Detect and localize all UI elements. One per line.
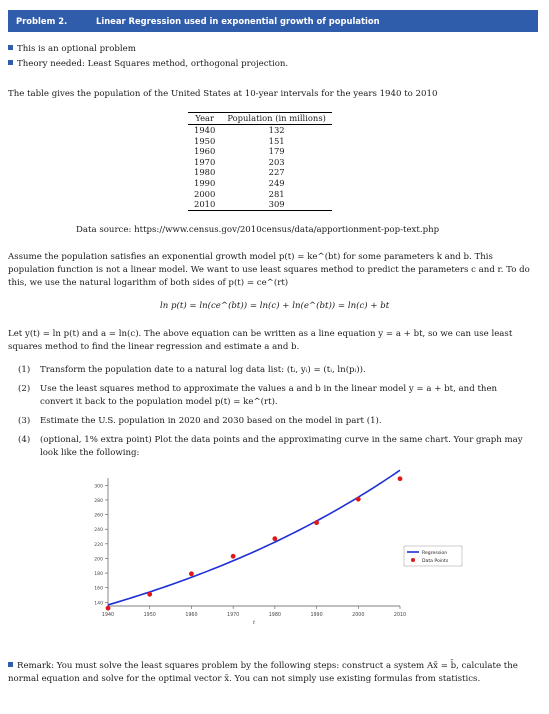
data-point: [314, 520, 319, 525]
y-tick-label: 200: [94, 557, 103, 563]
data-point: [189, 571, 194, 576]
x-axis-label: t: [253, 620, 255, 626]
problem-number: Problem 2.: [16, 16, 68, 26]
population-cell: 132: [268, 125, 285, 135]
year-cell: 1950: [194, 135, 216, 146]
year-cell: 1980: [194, 167, 216, 178]
x-tick-label: 1970: [227, 613, 240, 618]
y-tick-label: 260: [94, 513, 103, 519]
task-item: [8, 383, 528, 409]
legend-point-swatch: [411, 558, 415, 562]
population-cell: 249: [268, 177, 285, 188]
square-bullet-icon: [8, 662, 13, 667]
regression-curve: [108, 470, 400, 605]
year-cell: 1990: [194, 177, 216, 188]
task-item: [8, 415, 528, 428]
table-header: Year: [188, 113, 221, 125]
data-point: [272, 536, 277, 541]
population-cell: 179: [268, 146, 285, 157]
population-table: [188, 112, 332, 211]
task-text: (optional, 1% extra point) Plot the data points and the approximating curve in the same chart. Your graph may look like the following:: [40, 435, 523, 458]
assumption-paragraph: Assume the population satisfies an exponential growth model p(t) = ke^(bt) for some parameters k and b. This population function is not a linear model. We want to use least squares method to predict the parameters c and r. To do this, we use the natural logarithm of both sides of p(t) = ce^(rt): [8, 252, 530, 288]
task-item: [8, 434, 528, 460]
problem-banner: [8, 10, 538, 32]
task-item: [8, 364, 528, 377]
table-row: [188, 146, 332, 157]
task-number: (1): [18, 365, 31, 375]
table-row: [188, 199, 332, 210]
task-list: [8, 364, 528, 466]
y-tick-label: 140: [94, 601, 103, 607]
bullet-item: [8, 44, 136, 54]
task-text: Transform the population date to a natural log data list: (tᵢ, yᵢ) = (tᵢ, ln(pᵢ)).: [40, 365, 366, 375]
task-number: (4): [18, 435, 31, 445]
data-source: Data source: https://www.census.gov/2010census/data/apportionment-pop-text.php: [76, 225, 440, 235]
problem-title: Linear Regression used in exponential growth of population: [96, 16, 380, 26]
x-tick-label: 1990: [310, 613, 323, 618]
population-cell: 281: [268, 188, 285, 199]
x-tick-label: 1950: [143, 613, 156, 618]
y-tick-label: 220: [94, 542, 103, 548]
bullet-text: This is an optional problem: [17, 44, 136, 54]
table-row: [188, 189, 332, 200]
task-number: (3): [18, 416, 31, 426]
population-cell: 203: [268, 156, 285, 167]
y-tick-label: 180: [94, 572, 103, 578]
intro-text: The table gives the population of the United States at 10-year intervals for the years 1940 to 2010: [8, 89, 438, 99]
y-tick-label: 240: [94, 528, 103, 534]
year-cell: 2000: [194, 188, 216, 199]
task-number: (2): [18, 384, 31, 394]
remark-paragraph: [8, 660, 533, 686]
population-cell: 309: [221, 199, 332, 210]
data-point: [231, 554, 236, 559]
x-tick-label: 1960: [185, 613, 198, 618]
population-cell: 151: [268, 135, 285, 146]
bullet-item: [8, 59, 288, 69]
year-cell: 1960: [194, 146, 216, 157]
data-point: [398, 476, 403, 481]
table-row: [188, 136, 332, 147]
remark-text: Remark: You must solve the least squares problem by the following steps: construct a system Ax̄ = b̄, calculate the normal equation and solve for the optimal vector x̄. You can not simply use existing formulas from statistics.: [8, 661, 518, 684]
x-tick-label: 1980: [268, 613, 281, 618]
table-row: [188, 178, 332, 189]
table-header: Population (in millions): [221, 113, 332, 125]
square-bullet-icon: [8, 60, 13, 65]
y-tick-label: 280: [94, 498, 103, 504]
y-tick-label: 300: [94, 484, 103, 490]
square-bullet-icon: [8, 45, 13, 50]
data-point: [106, 606, 111, 611]
year-cell: 2010: [188, 199, 221, 210]
table-row: [188, 125, 332, 136]
data-point: [356, 497, 361, 502]
year-cell: 1940: [194, 125, 216, 135]
x-tick-label: 2000: [352, 613, 365, 618]
bullet-text: Theory needed: Least Squares method, orthogonal projection.: [17, 59, 289, 69]
legend-label: Data Points: [422, 559, 449, 564]
regression-chart: [88, 472, 468, 626]
legend-label: Regression: [422, 551, 448, 556]
task-text: Estimate the U.S. population in 2020 and 2030 based on the model in part (1).: [40, 416, 382, 426]
x-tick-label: 2010: [393, 613, 407, 618]
line-model-paragraph: Let y(t) = ln p(t) and a = ln(c). The above equation can be written as a line equation y = a + bt, so we can use least squares method to find the linear regression and estimate a and b.: [8, 329, 513, 352]
population-cell: 227: [268, 167, 285, 178]
table-row: [188, 157, 332, 168]
x-tick-label: 1940: [101, 613, 115, 618]
task-text: Use the least squares method to approximate the values a and b in the linear model y = a + bt, and then convert it back to the population model p(t) = ke^(rt).: [40, 384, 498, 407]
data-point: [147, 592, 152, 597]
year-cell: 1970: [194, 156, 216, 167]
y-tick-label: 160: [94, 586, 103, 592]
table-row: [188, 167, 332, 178]
log-equation: ln p(t) = ln(ce^(bt)) = ln(c) + ln(e^(bt)) = ln(c) + bt: [160, 301, 390, 311]
